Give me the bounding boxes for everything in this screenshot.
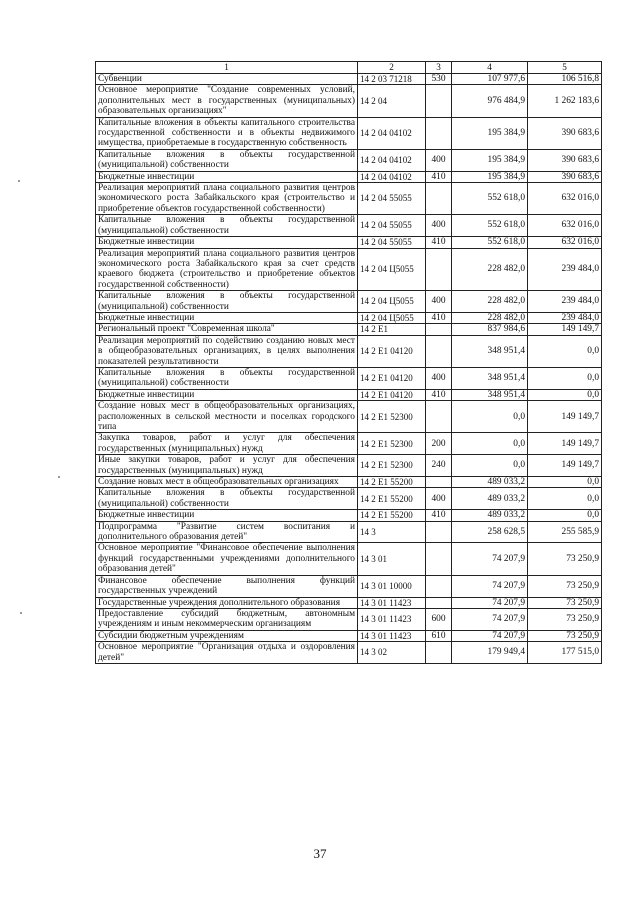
- table-row: [96, 575, 602, 597]
- column-number-header-row: [96, 62, 602, 74]
- row-value-col5-cell: 632 016,0: [528, 183, 602, 215]
- table-row: [96, 433, 602, 455]
- table-row: [96, 335, 602, 367]
- table-row: [96, 171, 602, 182]
- column-header-3: 3: [426, 62, 452, 74]
- row-code-cell: 14 2 04 04102: [358, 117, 426, 149]
- row-type-cell: 610: [426, 630, 452, 641]
- row-code-cell: 14 2 Е1 55200: [358, 510, 426, 521]
- row-value-col5-cell: 239 484,0: [528, 291, 602, 313]
- row-name-cell: Капитальные вложения в объекты государственной (муниципальной) собственности: [96, 488, 358, 510]
- row-code-cell: 14 2 04 55055: [358, 237, 426, 248]
- row-code-cell: 14 2 Е1 52300: [358, 401, 426, 433]
- table-row: [96, 455, 602, 477]
- row-name-cell: Бюджетные инвестиции: [96, 237, 358, 248]
- row-value-col4-cell: 348 951,4: [452, 335, 528, 367]
- row-value-col5-cell: 149 149,7: [528, 401, 602, 433]
- row-code-cell: 14 2 04 04102: [358, 171, 426, 182]
- row-code-cell: 14 2 04 55055: [358, 183, 426, 215]
- row-value-col5-cell: 632 016,0: [528, 215, 602, 237]
- table-row: [96, 510, 602, 521]
- row-value-col4-cell: 195 384,9: [452, 149, 528, 171]
- row-value-col4-cell: 348 951,4: [452, 367, 528, 389]
- row-value-col4-cell: 179 949,4: [452, 642, 528, 664]
- row-type-cell: [426, 248, 452, 291]
- scan-artifact: [18, 180, 20, 182]
- row-value-col5-cell: 0,0: [528, 477, 602, 488]
- row-value-col5-cell: 73 250,9: [528, 630, 602, 641]
- row-type-cell: [426, 324, 452, 335]
- row-type-cell: 410: [426, 171, 452, 182]
- table-row: [96, 521, 602, 543]
- row-value-col4-cell: 74 207,9: [452, 630, 528, 641]
- table-row: [96, 543, 602, 575]
- row-value-col4-cell: 74 207,9: [452, 575, 528, 597]
- row-value-col5-cell: 1 262 183,6: [528, 85, 602, 117]
- table-row: [96, 642, 602, 664]
- row-value-col4-cell: 348 951,4: [452, 389, 528, 400]
- row-name-cell: Предоставление субсидий бюджетным, автономным учреждениям и иным некоммерческим организациям: [96, 608, 358, 630]
- row-code-cell: 14 3 02: [358, 642, 426, 664]
- table-row: [96, 85, 602, 117]
- row-name-cell: Капитальные вложения в объекты государственной (муниципальной) собственности: [96, 367, 358, 389]
- row-type-cell: [426, 335, 452, 367]
- row-name-cell: Бюджетные инвестиции: [96, 171, 358, 182]
- row-type-cell: 400: [426, 215, 452, 237]
- row-code-cell: 14 3 01: [358, 543, 426, 575]
- row-code-cell: 14 2 Е1 55200: [358, 477, 426, 488]
- row-type-cell: 240: [426, 455, 452, 477]
- row-value-col4-cell: 976 484,9: [452, 85, 528, 117]
- row-name-cell: Реализация мероприятий плана социального развития центров экономического роста Забайкальского края за счет средств краевого бюджета (строительство и приобретение объектов государственной собственности): [96, 248, 358, 291]
- table-row: [96, 183, 602, 215]
- row-value-col4-cell: 0,0: [452, 433, 528, 455]
- table-row: [96, 401, 602, 433]
- table-row: [96, 74, 602, 85]
- row-value-col5-cell: 0,0: [528, 367, 602, 389]
- row-value-col5-cell: 632 016,0: [528, 237, 602, 248]
- row-value-col5-cell: 149 149,7: [528, 324, 602, 335]
- row-name-cell: Субвенции: [96, 74, 358, 85]
- row-name-cell: Капитальные вложения в объекты капитального строительства государственной собственности и в объекты недвижимого имущества, приобретаемые в государственную собственность: [96, 117, 358, 149]
- row-name-cell: Основное мероприятие "Организация отдыха и оздоровления детей": [96, 642, 358, 664]
- row-name-cell: Капитальные вложения в объекты государственной (муниципальной) собственности: [96, 215, 358, 237]
- budget-table-container: [95, 61, 601, 664]
- row-code-cell: 14 3: [358, 521, 426, 543]
- row-value-col4-cell: 195 384,9: [452, 117, 528, 149]
- row-type-cell: [426, 521, 452, 543]
- row-name-cell: Финансовое обеспечение выполнения функций государственных учреждений: [96, 575, 358, 597]
- row-value-col5-cell: 73 250,9: [528, 543, 602, 575]
- table-row: [96, 597, 602, 608]
- row-name-cell: Реализация мероприятий плана социального развития центров экономического роста Забайкальского края (строительство и приобретение объектов государственной собственности): [96, 183, 358, 215]
- row-value-col5-cell: 106 516,8: [528, 74, 602, 85]
- table-row: [96, 477, 602, 488]
- row-name-cell: Капитальные вложения в объекты государственной (муниципальной) собственности: [96, 149, 358, 171]
- row-value-col4-cell: 107 977,6: [452, 74, 528, 85]
- row-name-cell: Создание новых мест в общеобразовательных организациях: [96, 477, 358, 488]
- row-value-col4-cell: 0,0: [452, 455, 528, 477]
- table-row: [96, 630, 602, 641]
- row-type-cell: [426, 543, 452, 575]
- row-value-col4-cell: 552 618,0: [452, 183, 528, 215]
- table-row: [96, 237, 602, 248]
- row-value-col5-cell: 255 585,9: [528, 521, 602, 543]
- row-name-cell: Региональный проект "Современная школа": [96, 324, 358, 335]
- row-code-cell: 14 3 01 11423: [358, 630, 426, 641]
- row-type-cell: 600: [426, 608, 452, 630]
- table-row: [96, 389, 602, 400]
- scan-artifact: [20, 612, 22, 614]
- row-name-cell: Бюджетные инвестиции: [96, 312, 358, 323]
- row-type-cell: [426, 183, 452, 215]
- row-name-cell: Реализация мероприятий по содействию созданию новых мест в общеобразовательных организациях, в целях выполнения показателей результативности: [96, 335, 358, 367]
- row-name-cell: Бюджетные инвестиции: [96, 510, 358, 521]
- row-code-cell: 14 3 01 10000: [358, 575, 426, 597]
- row-code-cell: 14 3 01 11423: [358, 608, 426, 630]
- row-value-col4-cell: 74 207,9: [452, 543, 528, 575]
- row-code-cell: 14 2 04 04102: [358, 149, 426, 171]
- table-row: [96, 291, 602, 313]
- row-name-cell: Основное мероприятие "Финансовое обеспечение выполнения функций государственными учреждениями дополнительного образования детей": [96, 543, 358, 575]
- row-value-col5-cell: 149 149,7: [528, 433, 602, 455]
- row-code-cell: 14 2 04 55055: [358, 215, 426, 237]
- row-value-col4-cell: 258 628,5: [452, 521, 528, 543]
- row-type-cell: [426, 597, 452, 608]
- row-name-cell: Субсидии бюджетным учреждениям: [96, 630, 358, 641]
- row-name-cell: Основное мероприятие "Создание современных условий, дополнительных мест в государственных (муниципальных) образовательных организациях": [96, 85, 358, 117]
- row-value-col5-cell: 149 149,7: [528, 455, 602, 477]
- row-code-cell: 14 2 Е1: [358, 324, 426, 335]
- row-name-cell: Создание новых мест в общеобразовательных организациях, расположенных в сельской местности и поселках городского типа: [96, 401, 358, 433]
- row-type-cell: 410: [426, 389, 452, 400]
- row-value-col4-cell: 489 033,2: [452, 477, 528, 488]
- row-value-col4-cell: 228 482,0: [452, 312, 528, 323]
- row-type-cell: [426, 477, 452, 488]
- row-name-cell: Подпрограмма "Развитие систем воспитания и дополнительного образования детей": [96, 521, 358, 543]
- row-value-col5-cell: 390 683,6: [528, 149, 602, 171]
- row-value-col5-cell: 73 250,9: [528, 597, 602, 608]
- row-type-cell: [426, 642, 452, 664]
- row-value-col4-cell: 837 984,6: [452, 324, 528, 335]
- row-value-col5-cell: 239 484,0: [528, 248, 602, 291]
- row-value-col4-cell: 228 482,0: [452, 291, 528, 313]
- row-code-cell: 14 2 Е1 04120: [358, 335, 426, 367]
- table-row: [96, 608, 602, 630]
- row-value-col4-cell: 228 482,0: [452, 248, 528, 291]
- row-type-cell: 410: [426, 510, 452, 521]
- row-value-col5-cell: 390 683,6: [528, 117, 602, 149]
- table-row: [96, 312, 602, 323]
- row-type-cell: [426, 575, 452, 597]
- row-value-col4-cell: 552 618,0: [452, 215, 528, 237]
- row-code-cell: 14 2 04 Ц5055: [358, 248, 426, 291]
- table-row: [96, 117, 602, 149]
- row-code-cell: 14 2 Е1 04120: [358, 389, 426, 400]
- row-value-col5-cell: 390 683,6: [528, 171, 602, 182]
- row-name-cell: Бюджетные инвестиции: [96, 389, 358, 400]
- table-row: [96, 324, 602, 335]
- column-header-1: 1: [96, 62, 358, 74]
- row-value-col5-cell: 177 515,0: [528, 642, 602, 664]
- row-value-col4-cell: 195 384,9: [452, 171, 528, 182]
- row-type-cell: [426, 401, 452, 433]
- row-value-col5-cell: 0,0: [528, 389, 602, 400]
- table-row: [96, 149, 602, 171]
- row-code-cell: 14 2 04 Ц5055: [358, 291, 426, 313]
- row-name-cell: Иные закупки товаров, работ и услуг для обеспечения государственных (муниципальных) нужд: [96, 455, 358, 477]
- row-type-cell: 400: [426, 488, 452, 510]
- column-header-2: 2: [358, 62, 426, 74]
- row-code-cell: 14 2 Е1 04120: [358, 367, 426, 389]
- row-type-cell: 400: [426, 149, 452, 171]
- row-code-cell: 14 2 Е1 55200: [358, 488, 426, 510]
- row-type-cell: [426, 85, 452, 117]
- row-value-col4-cell: 74 207,9: [452, 597, 528, 608]
- row-code-cell: 14 2 04 Ц5055: [358, 312, 426, 323]
- row-code-cell: 14 3 01 11423: [358, 597, 426, 608]
- row-name-cell: Государственные учреждения дополнительного образования: [96, 597, 358, 608]
- row-code-cell: 14 2 03 71218: [358, 74, 426, 85]
- table-row: [96, 215, 602, 237]
- table-row: [96, 488, 602, 510]
- row-value-col4-cell: 489 033,2: [452, 510, 528, 521]
- row-name-cell: Закупка товаров, работ и услуг для обеспечения государственных (муниципальных) нужд: [96, 433, 358, 455]
- row-name-cell: Капитальные вложения в объекты государственной (муниципальной) собственности: [96, 291, 358, 313]
- row-value-col4-cell: 0,0: [452, 401, 528, 433]
- column-header-5: 5: [528, 62, 602, 74]
- row-type-cell: 400: [426, 291, 452, 313]
- row-value-col5-cell: 0,0: [528, 335, 602, 367]
- table-row: [96, 248, 602, 291]
- page-number: 37: [313, 846, 327, 861]
- row-type-cell: 530: [426, 74, 452, 85]
- row-value-col4-cell: 552 618,0: [452, 237, 528, 248]
- row-code-cell: 14 2 Е1 52300: [358, 433, 426, 455]
- row-value-col5-cell: 73 250,9: [528, 608, 602, 630]
- scan-artifact: [58, 476, 60, 478]
- row-code-cell: 14 2 04: [358, 85, 426, 117]
- row-value-col5-cell: 239 484,0: [528, 312, 602, 323]
- column-header-4: 4: [452, 62, 528, 74]
- budget-table: [95, 61, 602, 664]
- row-type-cell: 400: [426, 367, 452, 389]
- row-code-cell: 14 2 Е1 52300: [358, 455, 426, 477]
- row-type-cell: 410: [426, 237, 452, 248]
- table-row: [96, 367, 602, 389]
- row-value-col5-cell: 73 250,9: [528, 575, 602, 597]
- row-type-cell: 200: [426, 433, 452, 455]
- row-type-cell: [426, 117, 452, 149]
- row-type-cell: 410: [426, 312, 452, 323]
- row-value-col4-cell: 489 033,2: [452, 488, 528, 510]
- row-value-col5-cell: 0,0: [528, 488, 602, 510]
- row-value-col4-cell: 74 207,9: [452, 608, 528, 630]
- row-value-col5-cell: 0,0: [528, 510, 602, 521]
